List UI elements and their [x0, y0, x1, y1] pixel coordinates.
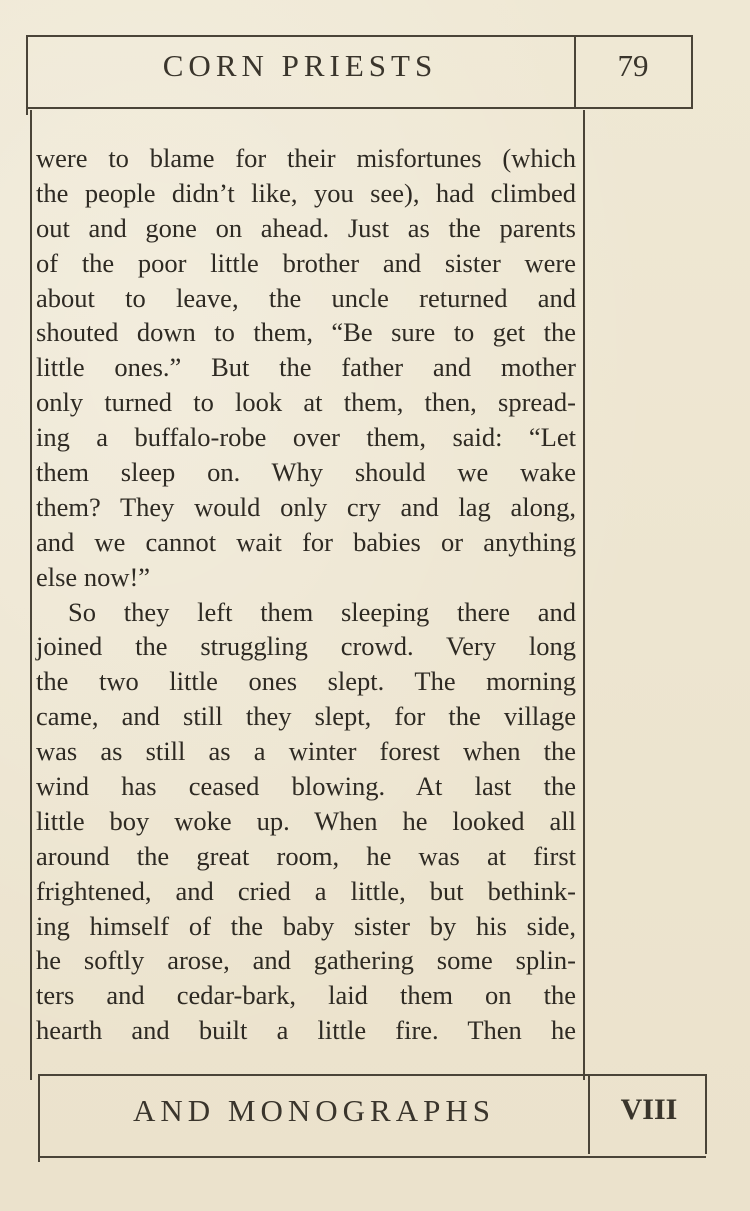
text-line: he softly arose, and gathering some splin-: [36, 945, 576, 976]
text-line: them? They would only cry and lag along,: [36, 491, 576, 522]
text-line: around the great room, he was at first: [36, 840, 576, 871]
running-head-title: CORN PRIESTS: [162, 48, 438, 83]
page-number: 79: [617, 48, 649, 83]
text-line: only turned to look at them, then, spread-: [36, 387, 576, 418]
paragraph-first-line: So they left them sleeping there and: [68, 596, 576, 627]
text-line: ing himself of the baby sister by his side,: [36, 910, 576, 941]
text-line: ters and cedar-bark, laid them on the: [36, 980, 576, 1011]
text-line: and we cannot wait for babies or anything: [36, 526, 576, 557]
text-line: frightened, and cried a little, but bethink-: [36, 875, 576, 906]
volume-number: VIII: [620, 1093, 678, 1126]
text-line: ing a buffalo-robe over them, said: “Let: [36, 422, 576, 453]
text-line: hearth and built a little fire. Then he: [36, 1015, 576, 1046]
footer-bottom-rule: [38, 1156, 706, 1158]
text-line: shouted down to them, “Be sure to get the: [36, 317, 576, 348]
text-line: little boy woke up. When he looked all: [36, 805, 576, 836]
text-line: came, and still they slept, for the village: [36, 701, 576, 732]
header-left-rule: [26, 35, 28, 115]
text-line: of the poor little brother and sister were: [36, 247, 576, 278]
header-top-rule: [26, 35, 692, 37]
header-bottom-rule: [26, 107, 693, 109]
header-divider-rule: [574, 35, 576, 107]
text-line: the two little ones slept. The morning: [36, 666, 576, 697]
header-right-rule: [691, 35, 693, 107]
paragraph-end-line: else now!”: [36, 561, 151, 592]
text-line: out and gone on ahead. Just as the parents: [36, 212, 576, 243]
text-line: them sleep on. Why should we wake: [36, 457, 576, 488]
text-line: joined the struggling crowd. Very long: [36, 631, 576, 662]
text-line: were to blame for their misfortunes (which: [36, 143, 576, 173]
body-text: [36, 141, 576, 1048]
text-line: wind has ceased blowing. At last the: [36, 771, 576, 802]
text-line: the people didn’t like, you see), had climbed: [36, 177, 576, 208]
footer-top-rule: [38, 1074, 706, 1076]
text-line: about to leave, the uncle returned and: [36, 282, 576, 313]
body-left-rule: [30, 110, 32, 1080]
body-right-rule: [583, 110, 585, 1080]
text-line: little ones.” But the father and mother: [36, 352, 576, 383]
text-line: was as still as a winter forest when the: [36, 736, 576, 767]
series-title: AND MONOGRAPHS: [133, 1093, 495, 1128]
